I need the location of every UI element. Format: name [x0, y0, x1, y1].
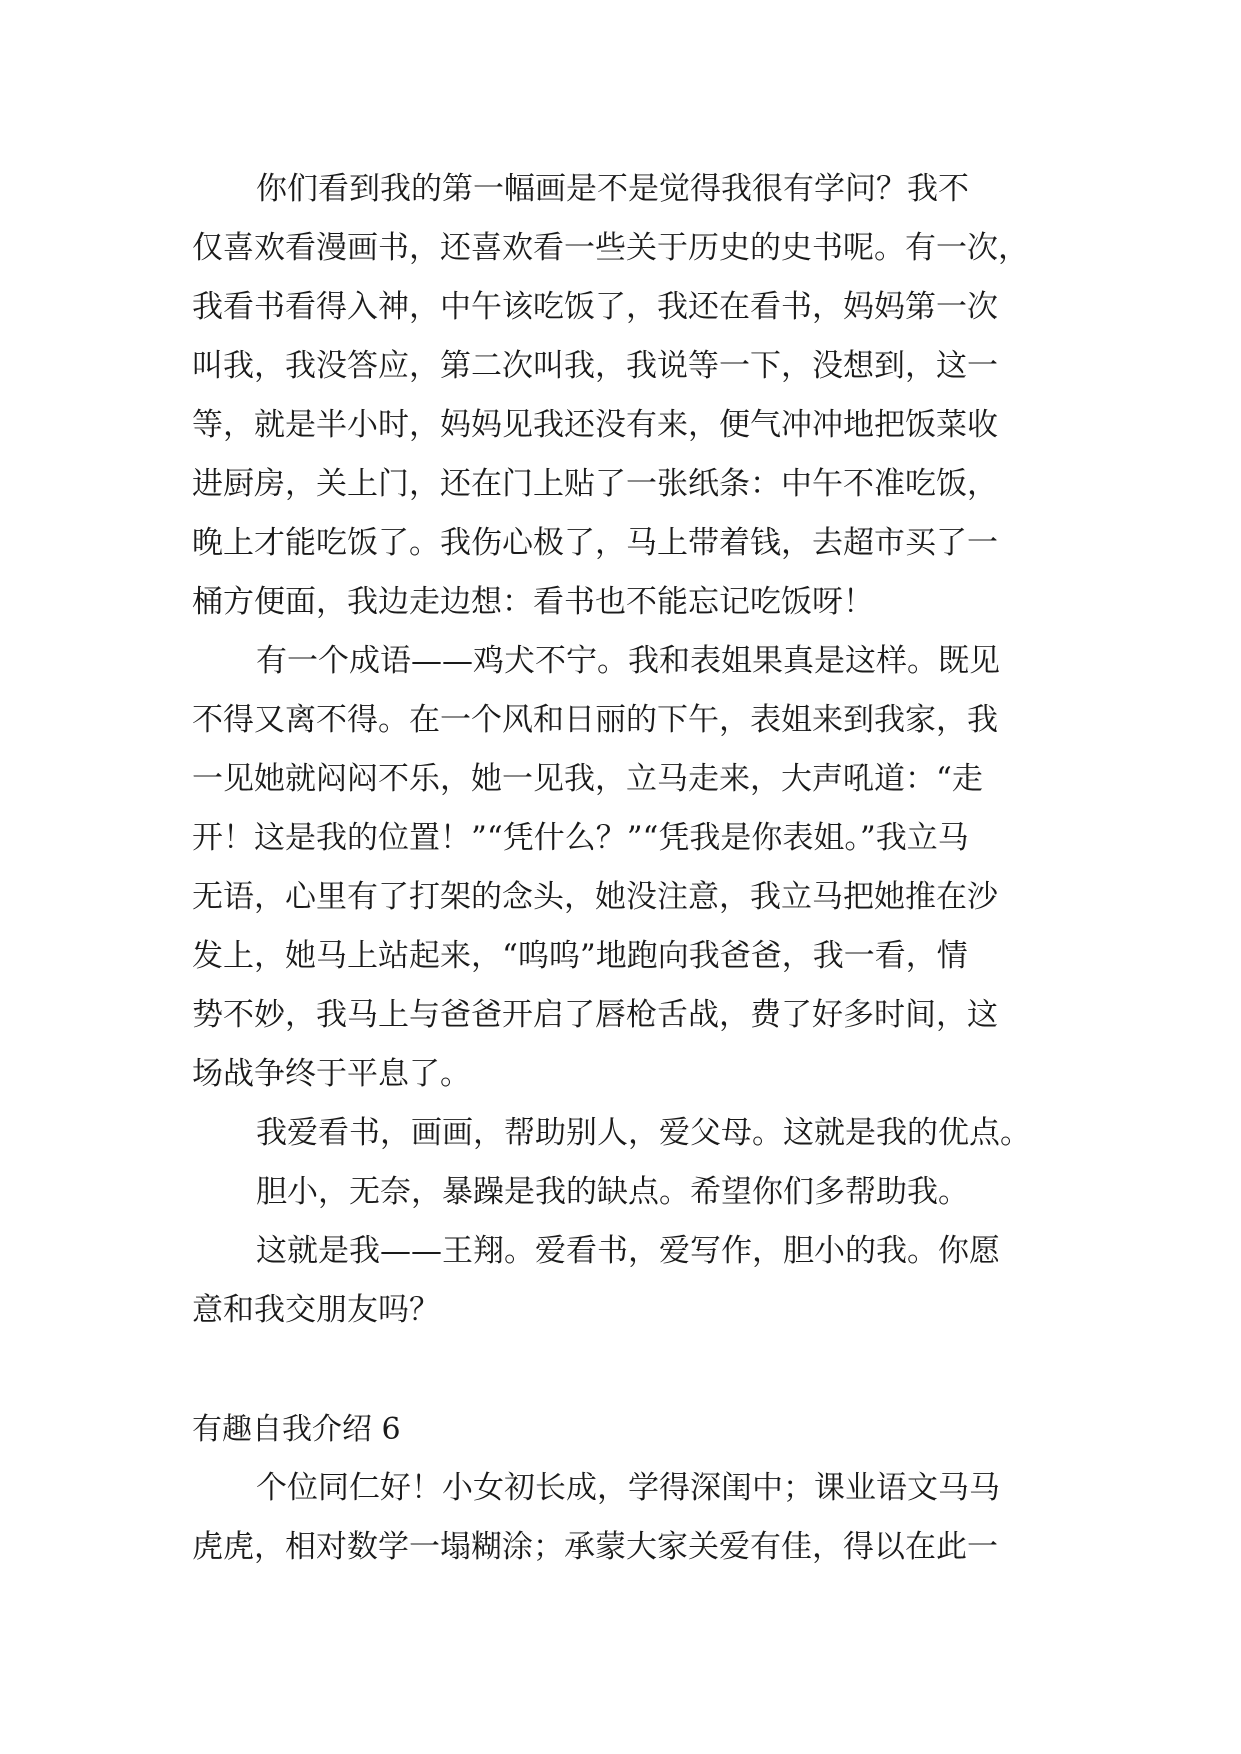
text-line: 叫我，我没答应，第二次叫我，我说等一下，没想到，这一: [192, 348, 998, 384]
text-line: 桶方便面，我边走边想：看书也不能忘记吃饭呀！: [192, 584, 874, 620]
text-line: 一见她就闷闷不乐，她一见我，立马走来，大声吼道：“走: [192, 761, 983, 797]
text-line: 意和我交朋友吗？: [192, 1292, 440, 1328]
text-line: 场战争终于平息了。: [192, 1056, 471, 1092]
section-heading: 有趣自我介绍 6: [192, 1412, 401, 1447]
paragraph-2: [192, 632, 1052, 1104]
text-line: 胆小，无奈，暴躁是我的缺点。希望你们多帮助我。: [256, 1174, 969, 1210]
text-line: 虎虎，相对数学一塌糊涂；承蒙大家关爱有佳，得以在此一: [192, 1529, 998, 1565]
text-line: 进厨房，关上门，还在门上贴了一张纸条：中午不准吃饭，: [192, 466, 998, 502]
paragraph-4: [192, 1163, 1052, 1222]
document-page: [192, 160, 1052, 1577]
paragraph-3: [192, 1104, 1052, 1163]
text-line: 等，就是半小时，妈妈见我还没有来，便气冲冲地把饭菜收: [192, 407, 998, 443]
text-line: 个位同仁好！小女初长成，学得深闺中；课业语文马马: [256, 1470, 1000, 1506]
paragraph-5: [192, 1222, 1052, 1340]
paragraph-6: [192, 1459, 1052, 1577]
text-line: 无语，心里有了打架的念头，她没注意，我立马把她推在沙: [192, 879, 998, 915]
text-line: 有一个成语——鸡犬不宁。我和表姐果真是这样。既见: [256, 643, 1000, 679]
text-line: 仅喜欢看漫画书，还喜欢看一些关于历史的史书呢。有一次，: [192, 230, 1029, 266]
text-line: 你们看到我的第一幅画是不是觉得我很有学问？我不: [256, 171, 969, 207]
text-line: 不得又离不得。在一个风和日丽的下午，表姐来到我家，我: [192, 702, 998, 738]
text-line: 我看书看得入神，中午该吃饭了，我还在看书，妈妈第一次: [192, 289, 998, 325]
text-line: 我爱看书，画画，帮助别人，爱父母。这就是我的优点。: [256, 1115, 1031, 1151]
paragraph-1: [192, 160, 1052, 632]
text-line: 晚上才能吃饭了。我伤心极了，马上带着钱，去超市买了一: [192, 525, 998, 561]
text-line: 开！这是我的位置！”“凭什么？”“凭我是你表姐。”我立马: [192, 820, 969, 856]
text-line: 这就是我——王翔。爱看书，爱写作，胆小的我。你愿: [256, 1233, 1000, 1269]
text-line: 势不妙，我马上与爸爸开启了唇枪舌战，费了好多时间，这: [192, 997, 998, 1033]
text-line: 发上，她马上站起来，“呜呜”地跑向我爸爸，我一看，情: [192, 938, 968, 974]
